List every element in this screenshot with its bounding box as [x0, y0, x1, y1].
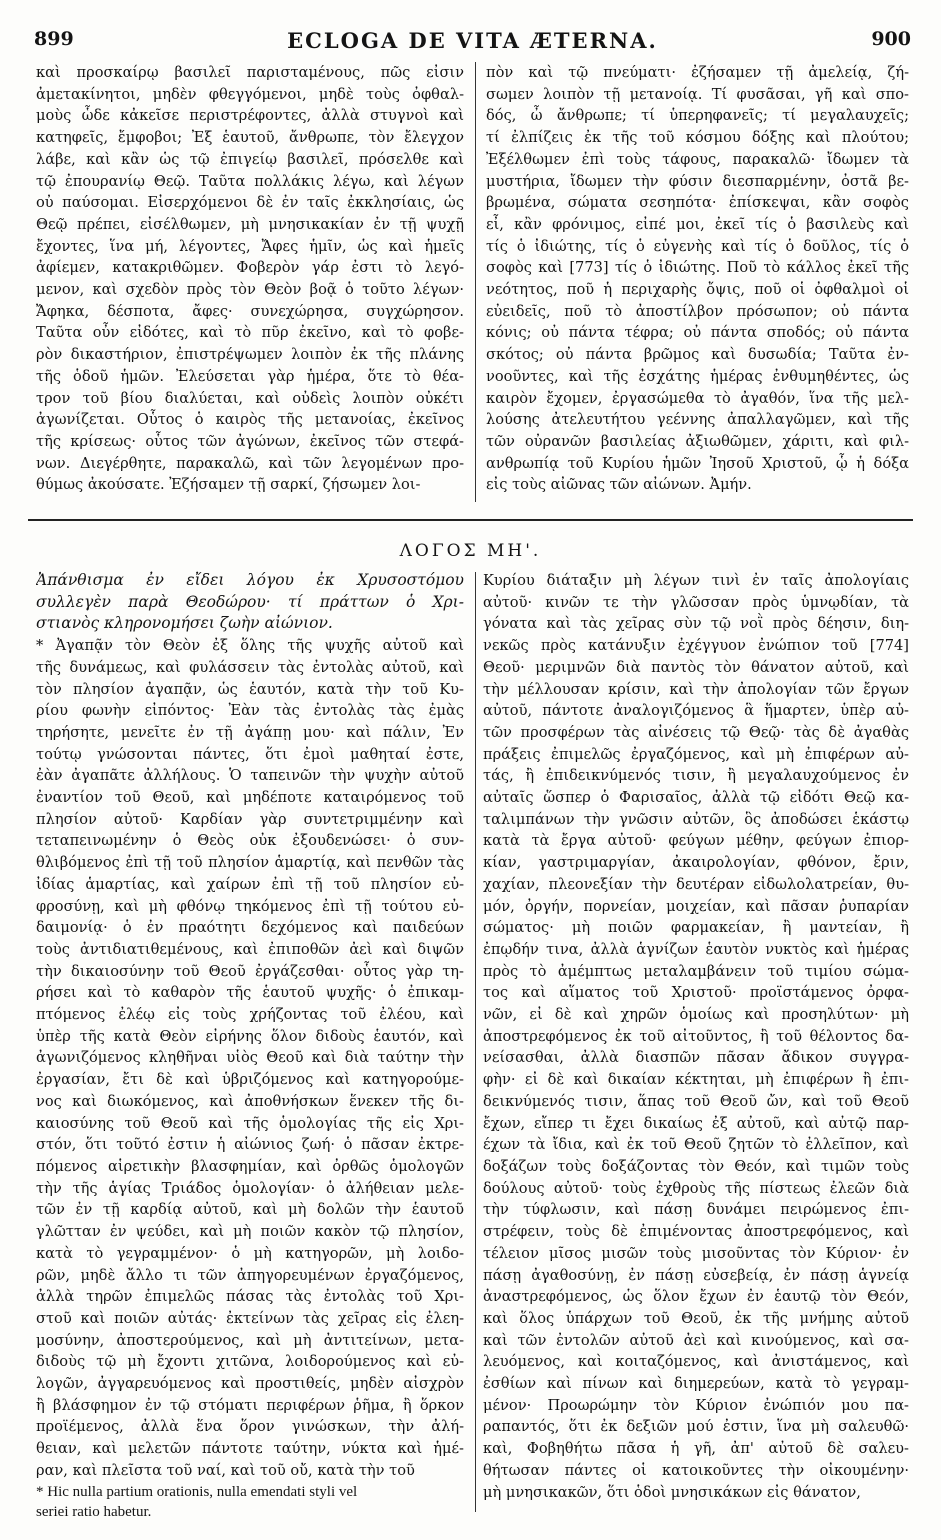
text-line: πτόμενος ἐλέῳ εἰς τοὺς χρήζοντας τοῦ ἐλέου, καὶ	[36, 1006, 464, 1024]
text-line: θύμως ἀκούσατε. Ἐζήσαμεν τῇ σαρκί, ζήσωμεν λοι-	[36, 476, 421, 494]
text-line: στιανὸς κληρονομήσει ζωὴν αἰώνιον.	[36, 614, 333, 633]
text-line: τίς ὁ ἰδιώτης, τίς ὁ εὐγενὴς καὶ τίς ὁ δοῦλος, τίς ὁ	[486, 237, 909, 255]
text-line: μυστήρια, ἴδωμεν τὴν φύσιν διεσπαρμένην, ὀστᾶ βε-	[486, 172, 909, 190]
text-line: τος καὶ αἵματος τοῦ Χριστοῦ· προϊστάμενος ὀρφα-	[483, 984, 909, 1002]
text-line: καιοσύνης τοῦ Θεοῦ καὶ τῆς ὁμολογίας τῆς εἰς Χρι-	[36, 1114, 464, 1132]
sermon-heading: ΛΟΓΟΣ ΜΗ'.	[399, 541, 542, 561]
text-line: μοσύνην, ἀποστερούμενος, καὶ μὴ ἀντιτείνων, μετα-	[36, 1331, 464, 1349]
text-line: καὶ προσκαίρῳ βασιλεῖ παρισταμένους, πῶς εἰσιν	[36, 64, 464, 81]
text-line: εὐειδεῖς, ποῦ τὸ ἀποστίλβον πρόσωπον; οὐ πάντα	[486, 302, 909, 320]
text-line: Ἐξέλθωμεν ἐπὶ τοὺς τάφους, παρακαλῶ· ἴδωμεν τὰ	[486, 150, 909, 168]
text-line: εἰς τοὺς αἰῶνας τῶν αἰώνων. Ἀμήν.	[486, 476, 752, 494]
text-line: πόμενος αἱρετικὴν βλασφημίαν, καὶ ὀρθῶς ὁμολογῶν	[36, 1157, 464, 1175]
text-line: τέλειον μῖσος μισῶν τοὺς μισοῦντας τὸν Κύριον· ἐν	[483, 1244, 909, 1262]
sermon-lemma	[36, 570, 464, 635]
text-line: σώματος· μὴ ποιῶν φαρμακείαν, ἢ μαντείαν, ἢ	[483, 919, 909, 937]
text-line: Θεῷ πρέπει, εἰσέλθωμεν, μὴ μνησικακίαν ἐν τῇ ψυχῇ	[36, 215, 464, 233]
text-line: λογῶν, ἀγγαρευόμενος καὶ προστιθείς, μηδὲν αἰσχρὸν	[36, 1375, 464, 1393]
text-line: καὶ, Φοβηθήτω πᾶσα ἡ γῆ, ἀπ' αὐτοῦ δὲ σαλευ-	[483, 1440, 909, 1458]
text-line: ἐὰν ἀγαπᾶτε ἀλλήλους. Ὁ ταπεινῶν τὴν ψυχὴν αὐτοῦ	[36, 767, 464, 785]
text-line: κίαν, γαστριμαργίαν, ἀκαιρολογίαν, φθόνον, ἔριν,	[483, 854, 909, 872]
text-line: νος καὶ διωκόμενος, καὶ ἀποθνήσκων ἕνεκεν τῆς δι-	[36, 1092, 464, 1110]
text-line: πρὸς τὸ ἀμέμπτως μεταλαμβάνειν τοῦ τιμίου σώμα-	[483, 962, 909, 980]
text-line: πλησίον αὐτοῦ· Καρδίαν γὰρ συντετριμμένην καὶ	[36, 810, 464, 828]
text-line: νεότητος, ποῦ ἡ περιχαρὴς ὄψις, ποῦ οἱ ὀφθαλμοὶ οἱ	[486, 281, 909, 299]
text-line: ἢ βλάσφημον ἐν τῷ στόματι περιφέρων ῥῆμα, ἢ ὅρκον	[36, 1396, 464, 1414]
text-line: ἐναντίον τοῦ Θεοῦ, καὶ μηδέποτε καταιρόμενος τοῦ	[36, 789, 464, 807]
text-line: ταλιμπάνων τὴν γνῶσιν αὐτῶν, ὃς ἀποδώσει ἑκάστῳ	[483, 810, 909, 828]
text-line: ρίου φωνὴν εἰπόντος· Ἐὰν τὰς ἐντολὰς τὰς ἐμὰς	[36, 702, 464, 720]
text-line: καὶ τῶν ἐντολῶν αὐτοῦ ἀεὶ καὶ κινούμενος, καὶ σα-	[483, 1331, 909, 1349]
text-line: στρέφειν, τοὺς δὲ ἐπιμένοντας ἀποστρεφόμενος, καὶ	[483, 1223, 909, 1241]
column-divider-top	[475, 62, 476, 502]
bottom-left-column	[36, 570, 464, 1522]
text-line: τῶν προσφέρων τὰς αἰνέσεις τῷ Θεῷ· τὰς δὲ ἀγαθὰς	[483, 723, 909, 741]
text-line: χαχίαν, πλεονεξίαν τὴν δευτέραν εἰδωλολατρείαν, θυ-	[483, 875, 909, 893]
text-line: ρὸν δικαστήριον, ἐπιστρέψωμεν λοιπὸν ἐκ τῆς πλάνης	[36, 346, 464, 364]
text-line: ἀλλὰ τηρῶν ἐπιμελῶς πάσας τὰς ἐντολὰς τοῦ Χρι-	[36, 1288, 464, 1306]
text-line: μοὺς ὧδε κἀκεῖσε περιστρέφοντες, ἀλλὰ στυγνοὶ καὶ	[36, 107, 464, 125]
text-line: κατὰ τὰ ἔργα αὐτοῦ· φεύγων μέθην, φεύγων ἐπιορ-	[483, 832, 909, 850]
text-line: σωμεν λοιπὸν τῇ μετανοίᾳ. Τί φυσᾶσαι, γῆ καὶ σπο-	[486, 85, 909, 103]
text-line: ἀμετακίνητοι, μηδὲν φθεγγόμενοι, μηδὲ τοὺς ὀφθαλ-	[36, 85, 464, 103]
text-line: ἀναστρεφόμενος, ὡς ὅλον ἔχων ἐν ἑαυτῷ τὸν Θεόν,	[483, 1288, 909, 1306]
text-line: ανθρωπίᾳ τοῦ Κυρίου ἡμῶν Ἰησοῦ Χριστοῦ, ᾧ ἡ δόξα	[486, 454, 909, 472]
text-line: βρωμένα, σώματα σεσηπότα· ἐπίσκεψαι, κἂν σοφὸς	[486, 194, 909, 212]
text-line: τὸν πλησίον ἀγαπᾷν, ὡς ἑαυτόν, κατὰ τὴν τοῦ Κυ-	[36, 680, 464, 698]
text-line: θειαν, καὶ μελετῶν πάντοτε ταύτην, νύκτα καὶ ἡμέ-	[36, 1440, 464, 1458]
text-line: κατηφεῖς, ἔμφοβοι; Ἐξ ἑαυτοῦ, ἄνθρωπε, τὸν ἔλεγχον	[36, 129, 464, 147]
text-line: δαιμονίᾳ· ὁ ἐν πραότητι δεχόμενος καὶ παιδεύων	[36, 919, 464, 937]
text-line: κατὰ τὸ γεγραμμένον· ὁ μὴ κατηγορῶν, μὴ λοιδο-	[36, 1244, 464, 1262]
left-page-number: 899	[34, 28, 74, 50]
text-line: θλιβόμενος ἐπὶ τῇ τοῦ πλησίον ἁμαρτίᾳ, καὶ πενθῶν τὰς	[36, 854, 464, 872]
text-line: τῶν οὐρανῶν βασιλείας ἀξιωθῶμεν, χάριτι, καὶ φιλ-	[486, 432, 909, 450]
text-line: αὐτοῦ· κινῶν τε τὴν γλῶσσαν πρὸς ὑμνῳδίαν, τὰ	[483, 593, 909, 611]
text-line: Θεοῦ· μεριμνῶν διὰ παντὸς τὸν θάνατον αὐτοῦ, καὶ	[483, 658, 909, 676]
text-line: συλλεγὲν παρὰ Θεοδώρου· τί πράττων ὁ Χρι-	[36, 592, 464, 611]
text-line: διδοὺς τῷ μὴ ἔχοντι χιτῶνα, λοιδορούμενος καὶ εὐ-	[36, 1353, 464, 1371]
text-line: δεικνύμενός τισιν, ἅπας τοῦ Θεοῦ ὤν, καὶ τοῦ Θεοῦ	[483, 1092, 909, 1110]
text-line: λευόμενος, καὶ κοιταζόμενος, καὶ ἀνιστάμενος, καὶ	[483, 1353, 909, 1371]
text-line: ἐσθίων καὶ πίνων καὶ διημερεύων, κατὰ τὸ γεγραμ-	[483, 1375, 909, 1393]
text-line: φροσύνῃ, καὶ μὴ φθόνῳ τηκόμενος ἐπὶ τῇ τούτου εὐ-	[36, 897, 464, 915]
text-line: μόν, ὀργήν, πορνείαν, μοιχείαν, καὶ πᾶσαν ῥυπαρίαν	[483, 897, 909, 915]
text-line: τῆς δυνάμεως, καὶ φυλάσσειν τὰς ἐντολὰς αὐτοῦ, καὶ	[36, 658, 464, 676]
text-line: μενον, καὶ σχεδὸν πρὸς τὸν Θεὸν βοᾷ ὁ τοῦτο λέγων·	[36, 281, 464, 299]
text-line: τὴν μέλλουσαν κρίσιν, καὶ τὴν ἀπολογίαν τῶν ἔργων	[483, 680, 909, 698]
text-line: τῷ ἐπουρανίῳ Θεῷ. Ταῦτα πολλάκις λέγω, καὶ λέγων	[36, 172, 464, 190]
text-line: νεκῶς πρὸς κατάνυξιν ἐχέγγυον ἐνώπιον τοῦ [774]	[483, 637, 909, 655]
text-line: τῆς ὁδοῦ ἡμῶν. Ἐλεύσεται γὰρ ἡμέρα, ὅτε τὸ θέα-	[36, 367, 464, 385]
bottom-right-column	[483, 570, 909, 1503]
text-line: ἔχων, εἴπερ τι ἔχει δικαίως ἐξ αὐτοῦ, καὶ αὐτῷ παρ-	[483, 1114, 909, 1132]
text-line: τῆς κρίσεως· οὗτος τῶν ἀγώνων, ἐκεῖνος τῶν στεφά-	[36, 432, 464, 450]
text-line: * Hic nulla partium orationis, nulla emendati styli vel	[36, 1483, 358, 1500]
text-line: αὐταῖς ὥσπερ ὁ Φαρισαῖος, ἀλλὰ τῷ εἰδότι Θεῷ κα-	[483, 789, 909, 807]
text-line: ρῶν, μηδὲ ἄλλο τι τῶν ἀπηγορευμένων ἐργαζόμενος,	[36, 1266, 464, 1284]
text-line: μὴ μνησικακῶν, ὅτι ὁδοὶ μνησικάκων εἰς θάνατον,	[483, 1483, 861, 1501]
text-line: νων. Διεγέρθητε, παρακαλῶ, καὶ τῶν λεγομένων προ-	[36, 454, 464, 472]
text-line: τοὺς ἀντιδιατιθεμένους, καὶ ἐπιποθῶν ἀεὶ καὶ διψῶν	[36, 940, 464, 958]
right-page-number: 900	[871, 28, 911, 50]
text-line: κόνις; οὐ πάντα τέφρα; οὐ πάντα σποδός; οὐ πάντα	[486, 324, 909, 342]
text-line: Ἄφηκα, δέσποτα, ἄφες· συνεχώρησα, συγχώρησον.	[36, 302, 464, 320]
text-line: έχων τὰ ἴδια, καὶ ἐκ τοῦ Θεοῦ ζητῶν τὸ ἐλλεῖπον, καὶ	[483, 1136, 909, 1154]
text-line: τρον τοῦ βίου διαλύεται, καὶ οὐδεὶς λοιπὸν οὐκέτι	[36, 389, 464, 407]
text-line: νείσασθαι, ἀλλὰ διασπῶν πᾶσαν ἄδικον συγγρα-	[483, 1049, 909, 1067]
text-line: εἶ, κἂν φρόνιμος, εἰπέ μοι, ἐκεῖ τίς ὁ βασιλεὺς καὶ	[486, 215, 909, 233]
text-line: τεταπεινωμένην ὁ Θεὸς οὐκ ἐξουδενώσει· ὁ συν-	[36, 832, 464, 850]
text-line: ρήσει καὶ τὸ καθαρὸν τῆς ἑαυτοῦ ψυχῆς· ὁ ἐπικαμ-	[36, 984, 464, 1002]
text-line: γλῶτταν ἐν ψεύδει, καὶ μὴ ποιῶν κακὸν τῷ πλησίον,	[36, 1223, 464, 1241]
text-line: προϊέμενος, ἀλλὰ ἕνα ὅρον γινώσκων, τὴν ἀλή-	[36, 1418, 464, 1436]
text-line: τούτῳ γνώσονται πάντες, ὅτι ἐμοὶ μαθηταί ἐστε,	[36, 745, 464, 763]
text-line: δούλους αὐτοῦ· τοὺς ἐχθροὺς τῆς πίστεως ἐλεῶν διὰ	[483, 1179, 909, 1197]
text-line: ἀγωνιζόμενος κληθῆναι υἱὸς Θεοῦ καὶ διὰ ταύτην τὴν	[36, 1049, 464, 1067]
text-line: τὴν τῆς ἁγίας Τριάδος ὁμολογίαν· ὁ ἀλήθειαν μελε-	[36, 1179, 464, 1197]
text-line: λάβε, καὶ κἂν ὡς τῷ ἐπιγείῳ βασιλεῖ, πρόσελθε καὶ	[36, 150, 464, 168]
text-line: τῶν ἐν τῇ καρδίᾳ αὐτοῦ, καὶ μὴ δολῶν τὴν ἑαυτοῦ	[36, 1201, 464, 1219]
bottom-left-text	[36, 635, 464, 1481]
text-line: τί ἐλπίζεις ἐκ τῆς τοῦ κόσμου δόξης καὶ πλούτου;	[486, 129, 909, 147]
text-line: πράξεις ἐπιμελῶς ἐργαζόμενος, καὶ μὴ ἐπιφέρων αὐ-	[483, 745, 909, 763]
text-line: πὸν καὶ τῷ πνεύματι· ἐζήσαμεν τῇ ἀμελείᾳ, ζή-	[486, 64, 909, 81]
running-header	[34, 28, 911, 58]
text-line: μένον· Προωρώμην τὸν Κύριον ἐνώπιόν μου πα-	[483, 1396, 909, 1414]
text-line: οὐ παύσομαι. Εἰσερχόμενοι δὲ ἐν ταῖς ἐκκλησίαις, ὡς	[36, 194, 464, 212]
text-line: δοξάζων τοὺς δοξάζοντας τὸν Θεόν, καὶ τιμῶν τοὺς	[483, 1157, 909, 1175]
text-line: νῶν, εἰ δὲ καὶ χηρῶν ὁμοίως καὶ προσηλύτων· μὴ	[483, 1006, 909, 1024]
text-line: Ἀπάνθισμα ἐν εἴδει λόγου ἐκ Χρυσοστόμου	[36, 571, 464, 589]
text-line: ὑπὲρ τῆς κατὰ Θεὸν εἰρήνης ὅλον διδοὺς ἑαυτόν, καὶ	[36, 1027, 464, 1045]
text-line: πάσῃ ἀγαθοσύνῃ, ἐν πάσῃ εὐσεβείᾳ, ἐν πάσῃ ἁγνείᾳ	[483, 1266, 909, 1284]
text-line: τὴν τύφλωσιν, καὶ πάσῃ δυνάμει πειρώμενος ἐπι-	[483, 1201, 909, 1219]
text-line: ραπαντός, ὅτι ἐκ δεξιῶν μού ἐστιν, ἵνα μὴ σαλευθῶ·	[483, 1418, 909, 1436]
text-line: σοφὸς καὶ [773] τίς ὁ ἰδιώτης. Ποῦ τὸ κάλλος ἐκεῖ τῆς	[486, 259, 909, 277]
text-line: νοοῦντες, καὶ τῆς ἐσχάτης ἡμέρας ἐνθυμηθέντες, ὡς	[486, 367, 909, 385]
text-line: καιρὸν ἔχομεν, ἐργασώμεθα τὸ ἀγαθόν, ἵνα τῆς μελ-	[486, 389, 909, 407]
text-line: στοῦ καὶ ποιῶν αὐτάς· ἐκτείνων τὰς χεῖρας εἰς ἐλεη-	[36, 1309, 464, 1327]
text-line: γόνατα καὶ τὰς χεῖρας σὺν τῷ νοῒ πρὸς δέησιν, διη-	[483, 615, 909, 633]
top-left-column	[36, 62, 464, 496]
text-line: καὶ ὅλος ὑπάρχων τοῦ Θεοῦ, ἐκ τῆς μνήμης αὐτοῦ	[483, 1309, 909, 1327]
text-line: θήτωσαν πάντες οἱ κατοικοῦντες τὴν οἰκουμένην·	[483, 1461, 909, 1479]
text-line: ἐργασίαν, ἔτι δὲ καὶ ὑβριζόμενος καὶ κατηγορούμε-	[36, 1071, 464, 1089]
text-line: τηρήσητε, μενεῖτε ἐν τῇ ἀγάπῃ μου· καὶ πάλιν, Ἐν	[36, 723, 464, 741]
text-line: αὐτοῦ, πάντοτε ἀναλογιζόμενος ἃ ἥμαρτεν, ὑπὲρ αὐ-	[483, 702, 909, 720]
text-line: * Ἀγαπᾷν τὸν Θεὸν ἐξ ὅλης τῆς ψυχῆς αὐτοῦ καὶ	[36, 637, 464, 655]
text-line: τάς, ἢ ἐπιδεικνύμενός τισιν, ἢ μεγαλαυχούμενος ἐν	[483, 767, 909, 785]
text-line: ραν, καὶ πλεῖστα τοῦ ναί, καὶ τοῦ οὔ, κατὰ τὴν τοῦ	[36, 1461, 415, 1479]
text-line: στόν, ὅτι τοῦτό ἐστιν ἡ αἰώνιος ζωή· ὁ πᾶσαν ἐκτρε-	[36, 1136, 464, 1154]
text-line: Κυρίου διάταξιν μὴ λέγων τινὶ ἐν ταῖς ἀπολογίαις	[483, 572, 909, 589]
top-right-column	[486, 62, 909, 496]
running-title: ECLOGA DE VITA ÆTERNA.	[287, 28, 658, 53]
column-divider-bottom	[475, 572, 476, 1512]
text-line: ἀφίεμεν, κατακριθῶμεν. Φοβερὸν γάρ ἐστι τὸ λεγό-	[36, 259, 464, 277]
text-line: δός, ὦ ἄνθρωπε; τί ὑπερηφανεῖς; τί μεγαλαυχεῖς;	[486, 107, 909, 125]
text-line: ἀποστρεφόμενος ἐκ τοῦ αἰτοῦντος, ἢ τοῦ θέλοντος δα-	[483, 1027, 909, 1045]
section-divider	[28, 519, 913, 521]
text-line: ἐπῳδήν τινα, ἀλλὰ ἁγνίζων ἑαυτὸν νυκτὸς καὶ ἡμέρας	[483, 940, 909, 958]
text-line: ἀγωνίζεται. Οὗτος ὁ καιρὸς τῆς μετανοίας, ἐκεῖνος	[36, 411, 464, 429]
text-line: ἔχοντες, ἵνα μή, λέγοντες, Ἄφες ἡμῖν, ὡς καὶ ἡμεῖς	[36, 237, 464, 255]
text-line: λούσης ἀτελευτήτου γεέννης ἀπαλλαγῶμεν, καὶ τῆς	[486, 411, 909, 429]
text-line: ἰδίας ἁμαρτίας, καὶ χαίρων ἐπὶ τῇ τοῦ πλησίον εὐ-	[36, 875, 464, 893]
text-line: φὴν· εἰ δὲ καὶ δικαίαν κέκτηται, μὴ ἐπιφέρων ἢ ἐπι-	[483, 1071, 909, 1089]
text-line: σκότος; οὐ πάντα βρῶμος καὶ δυσωδία; Ταῦτα ἐν-	[486, 346, 909, 364]
footnote	[36, 1482, 464, 1522]
text-line: τὴν δικαιοσύνην τοῦ Θεοῦ ἐργάζεσθαι· οὗτος γὰρ τη-	[36, 962, 464, 980]
text-line: seriei ratio habetur.	[36, 1503, 152, 1520]
text-line: Ταῦτα οὖν εἰδότες, καὶ τὸ πῦρ ἐκεῖνο, καὶ τὸ φοβε-	[36, 324, 464, 342]
